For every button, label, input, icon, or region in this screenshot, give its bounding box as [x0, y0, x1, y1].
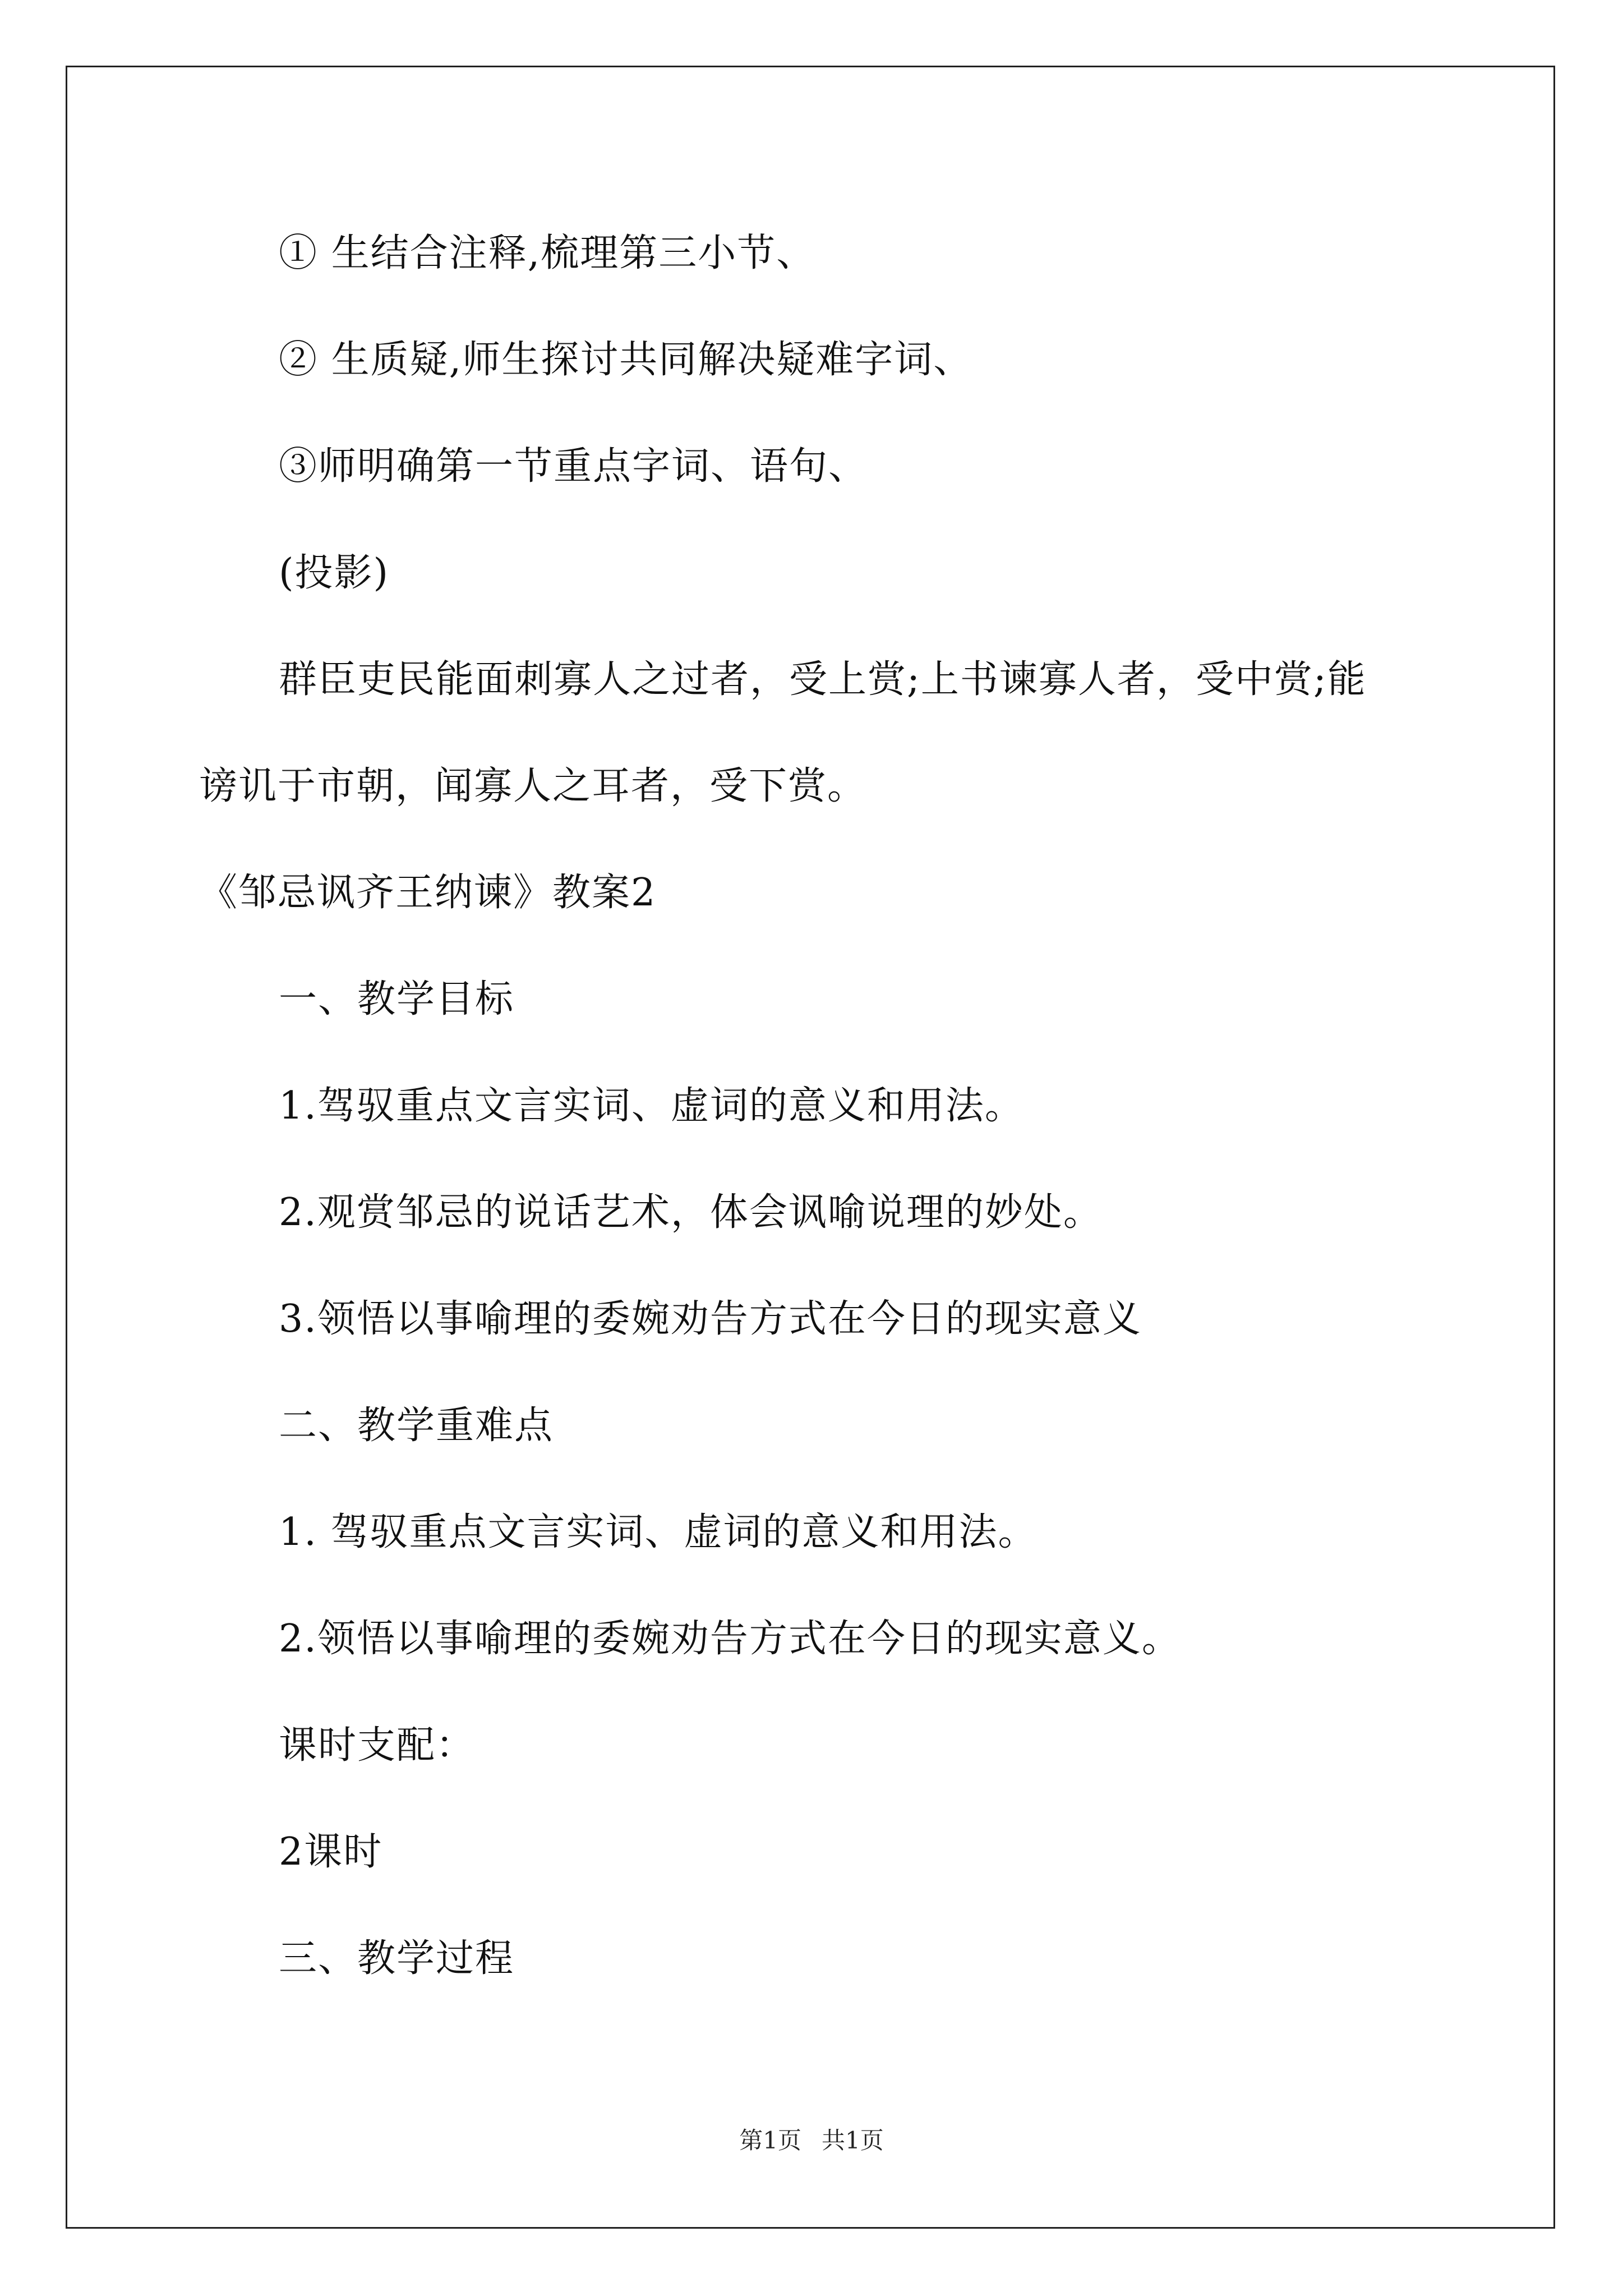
section-heading-objectives: 一、教学目标	[279, 977, 515, 1022]
page-border	[66, 66, 1555, 2229]
section-heading-process: 三、教学过程	[279, 1936, 515, 1981]
page-total: 共1页	[822, 2127, 884, 2154]
section-heading-key-points: 二、教学重难点	[279, 1404, 554, 1448]
key-point-1: 1. 驾驭重点文言实词、虚词的意义和用法。	[279, 1510, 1038, 1554]
page-current: 第1页	[739, 2127, 801, 2154]
lesson-plan-title: 《邹忌讽齐王纳谏》教案2	[199, 871, 657, 915]
projection-note: (投影)	[279, 551, 390, 595]
page-footer	[0, 2129, 1623, 2152]
class-hours-value: 2课时	[279, 1830, 383, 1874]
quote-line-2: 谤讥于市朝，闻寡人之耳者，受下赏。	[199, 764, 867, 808]
quote-line-1: 群臣吏民能面刺寡人之过者，受上赏;上书谏寡人者，受中赏;能	[279, 657, 1367, 702]
objective-1: 1.驾驭重点文言实词、虚词的意义和用法。	[279, 1084, 1024, 1128]
class-hours-label: 课时支配：	[279, 1723, 476, 1768]
step-two: ② 生质疑,师生探讨共同解决疑难字词、	[279, 338, 973, 382]
key-point-2: 2.领悟以事喻理的委婉劝告方式在今日的现实意义。	[279, 1617, 1181, 1661]
step-three: ③师明确第一节重点字词、语句、	[279, 444, 868, 489]
objective-3: 3.领悟以事喻理的委婉劝告方式在今日的现实意义	[279, 1297, 1142, 1341]
objective-2: 2.观赏邹忌的说话艺术，体会讽喻说理的妙处。	[279, 1190, 1103, 1235]
step-one: ① 生结合注释,梳理第三小节、	[279, 231, 816, 275]
